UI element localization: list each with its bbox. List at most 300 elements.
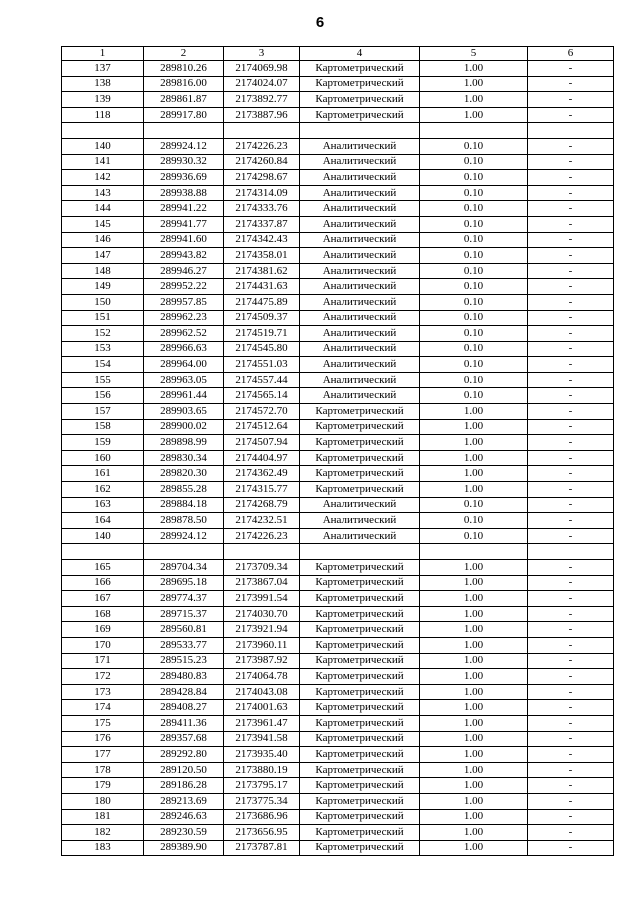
method-cell: Аналитический <box>300 497 420 513</box>
point-number-cell: 180 <box>62 793 144 809</box>
table-row <box>62 700 614 716</box>
method-cell: Аналитический <box>300 326 420 342</box>
method-cell: Картометрический <box>300 466 420 482</box>
method-cell: Картометрический <box>300 793 420 809</box>
method-cell: Картометрический <box>300 107 420 123</box>
accuracy-cell: 1.00 <box>420 762 528 778</box>
note-cell: - <box>528 482 614 498</box>
table-row <box>62 840 614 856</box>
point-number-cell: 143 <box>62 185 144 201</box>
y-coordinate-cell: 2173656.95 <box>224 825 300 841</box>
accuracy-cell: 0.10 <box>420 528 528 544</box>
x-coordinate-cell: 289816.00 <box>144 76 224 92</box>
note-cell: - <box>528 653 614 669</box>
note-cell: - <box>528 669 614 685</box>
x-coordinate-cell: 289246.63 <box>144 809 224 825</box>
note-cell: - <box>528 404 614 420</box>
x-coordinate-cell: 289830.34 <box>144 450 224 466</box>
point-number-cell: 171 <box>62 653 144 669</box>
accuracy-cell: 0.10 <box>420 310 528 326</box>
method-cell: Аналитический <box>300 294 420 310</box>
accuracy-cell: 1.00 <box>420 482 528 498</box>
method-cell: Картометрический <box>300 450 420 466</box>
accuracy-cell: 1.00 <box>420 622 528 638</box>
table-row <box>62 575 614 591</box>
table-row <box>62 606 614 622</box>
x-coordinate-cell <box>144 544 224 560</box>
x-coordinate-cell: 289941.77 <box>144 216 224 232</box>
y-coordinate-cell: 2174069.98 <box>224 61 300 77</box>
method-cell: Картометрический <box>300 435 420 451</box>
y-coordinate-cell: 2174337.87 <box>224 216 300 232</box>
method-cell: Аналитический <box>300 310 420 326</box>
method-cell: Картометрический <box>300 404 420 420</box>
accuracy-cell: 0.10 <box>420 232 528 248</box>
column-header: 2 <box>144 47 224 61</box>
table-row <box>62 482 614 498</box>
y-coordinate-cell: 2174030.70 <box>224 606 300 622</box>
x-coordinate-cell: 289715.37 <box>144 606 224 622</box>
table-row <box>62 715 614 731</box>
x-coordinate-cell: 289930.32 <box>144 154 224 170</box>
point-number-cell: 118 <box>62 107 144 123</box>
accuracy-cell: 0.10 <box>420 372 528 388</box>
table-row <box>62 497 614 513</box>
accuracy-cell: 1.00 <box>420 575 528 591</box>
y-coordinate-cell: 2174404.97 <box>224 450 300 466</box>
note-cell <box>528 544 614 560</box>
x-coordinate-cell: 289898.99 <box>144 435 224 451</box>
point-number-cell: 144 <box>62 201 144 217</box>
x-coordinate-cell: 289389.90 <box>144 840 224 856</box>
accuracy-cell: 1.00 <box>420 61 528 77</box>
point-number-cell: 170 <box>62 637 144 653</box>
y-coordinate-cell: 2174565.14 <box>224 388 300 404</box>
note-cell: - <box>528 185 614 201</box>
note-cell: - <box>528 326 614 342</box>
accuracy-cell: 0.10 <box>420 154 528 170</box>
note-cell: - <box>528 606 614 622</box>
method-cell: Картометрический <box>300 684 420 700</box>
accuracy-cell: 1.00 <box>420 793 528 809</box>
point-number-cell: 175 <box>62 715 144 731</box>
point-number-cell: 183 <box>62 840 144 856</box>
method-cell: Аналитический <box>300 372 420 388</box>
point-number-cell: 165 <box>62 560 144 576</box>
table-row <box>62 232 614 248</box>
method-cell: Аналитический <box>300 170 420 186</box>
table-row <box>62 372 614 388</box>
table-row <box>62 154 614 170</box>
accuracy-cell: 0.10 <box>420 263 528 279</box>
table-row <box>62 185 614 201</box>
y-coordinate-cell: 2173795.17 <box>224 778 300 794</box>
accuracy-cell: 1.00 <box>420 404 528 420</box>
method-cell <box>300 544 420 560</box>
method-cell: Картометрический <box>300 762 420 778</box>
y-coordinate-cell: 2174001.63 <box>224 700 300 716</box>
x-coordinate-cell: 289357.68 <box>144 731 224 747</box>
point-number-cell: 145 <box>62 216 144 232</box>
accuracy-cell: 0.10 <box>420 357 528 373</box>
note-cell: - <box>528 170 614 186</box>
accuracy-cell: 1.00 <box>420 669 528 685</box>
accuracy-cell: 1.00 <box>420 731 528 747</box>
y-coordinate-cell: 2174260.84 <box>224 154 300 170</box>
note-cell: - <box>528 232 614 248</box>
note-cell: - <box>528 279 614 295</box>
y-coordinate-cell: 2173867.04 <box>224 575 300 591</box>
table-row <box>62 201 614 217</box>
y-coordinate-cell: 2173941.58 <box>224 731 300 747</box>
accuracy-cell: 0.10 <box>420 216 528 232</box>
point-number-cell: 151 <box>62 310 144 326</box>
method-cell <box>300 123 420 139</box>
page-number: 6 <box>315 14 325 31</box>
accuracy-cell: 1.00 <box>420 606 528 622</box>
column-header: 4 <box>300 47 420 61</box>
point-number-cell: 137 <box>62 61 144 77</box>
x-coordinate-cell: 289903.65 <box>144 404 224 420</box>
method-cell: Аналитический <box>300 232 420 248</box>
x-coordinate-cell: 289966.63 <box>144 341 224 357</box>
table-header-row <box>62 47 614 61</box>
y-coordinate-cell: 2174342.43 <box>224 232 300 248</box>
y-coordinate-cell: 2174431.63 <box>224 279 300 295</box>
table-row <box>62 341 614 357</box>
x-coordinate-cell: 289411.36 <box>144 715 224 731</box>
note-cell: - <box>528 793 614 809</box>
accuracy-cell: 1.00 <box>420 778 528 794</box>
point-number-cell: 174 <box>62 700 144 716</box>
point-number-cell: 173 <box>62 684 144 700</box>
table-row <box>62 92 614 108</box>
accuracy-cell <box>420 123 528 139</box>
table-row <box>62 528 614 544</box>
table-row <box>62 107 614 123</box>
y-coordinate-cell: 2174507.94 <box>224 435 300 451</box>
note-cell: - <box>528 357 614 373</box>
note-cell: - <box>528 154 614 170</box>
note-cell: - <box>528 419 614 435</box>
note-cell: - <box>528 762 614 778</box>
table-row <box>62 216 614 232</box>
note-cell: - <box>528 372 614 388</box>
x-coordinate-cell: 289774.37 <box>144 591 224 607</box>
table-row <box>62 357 614 373</box>
y-coordinate-cell: 2174509.37 <box>224 310 300 326</box>
point-number-cell: 169 <box>62 622 144 638</box>
table-row <box>62 435 614 451</box>
table-row <box>62 809 614 825</box>
y-coordinate-cell: 2173880.19 <box>224 762 300 778</box>
accuracy-cell: 0.10 <box>420 294 528 310</box>
accuracy-cell: 1.00 <box>420 653 528 669</box>
table-row <box>62 544 614 560</box>
y-coordinate-cell: 2173787.81 <box>224 840 300 856</box>
point-number-cell: 156 <box>62 388 144 404</box>
method-cell: Картометрический <box>300 731 420 747</box>
x-coordinate-cell: 289861.87 <box>144 92 224 108</box>
point-number-cell: 149 <box>62 279 144 295</box>
y-coordinate-cell: 2173960.11 <box>224 637 300 653</box>
y-coordinate-cell: 2173921.94 <box>224 622 300 638</box>
table-row <box>62 170 614 186</box>
x-coordinate-cell: 289292.80 <box>144 747 224 763</box>
table-row <box>62 263 614 279</box>
accuracy-cell: 0.10 <box>420 341 528 357</box>
note-cell: - <box>528 575 614 591</box>
x-coordinate-cell: 289941.60 <box>144 232 224 248</box>
x-coordinate-cell: 289962.52 <box>144 326 224 342</box>
x-coordinate-cell: 289230.59 <box>144 825 224 841</box>
method-cell: Картометрический <box>300 622 420 638</box>
x-coordinate-cell: 289941.22 <box>144 201 224 217</box>
note-cell: - <box>528 435 614 451</box>
y-coordinate-cell: 2174024.07 <box>224 76 300 92</box>
method-cell: Картометрический <box>300 76 420 92</box>
y-coordinate-cell: 2174226.23 <box>224 528 300 544</box>
table-row <box>62 404 614 420</box>
y-coordinate-cell: 2173961.47 <box>224 715 300 731</box>
note-cell: - <box>528 731 614 747</box>
table-row <box>62 76 614 92</box>
point-number-cell: 142 <box>62 170 144 186</box>
x-coordinate-cell: 289560.81 <box>144 622 224 638</box>
point-number-cell: 167 <box>62 591 144 607</box>
accuracy-cell: 1.00 <box>420 560 528 576</box>
x-coordinate-cell: 289964.00 <box>144 357 224 373</box>
method-cell: Картометрический <box>300 92 420 108</box>
y-coordinate-cell: 2174315.77 <box>224 482 300 498</box>
accuracy-cell: 0.10 <box>420 185 528 201</box>
table-row <box>62 466 614 482</box>
column-header: 3 <box>224 47 300 61</box>
method-cell: Аналитический <box>300 263 420 279</box>
point-number-cell: 164 <box>62 513 144 529</box>
note-cell: - <box>528 310 614 326</box>
method-cell: Аналитический <box>300 138 420 154</box>
column-header: 6 <box>528 47 614 61</box>
note-cell: - <box>528 201 614 217</box>
accuracy-cell: 1.00 <box>420 466 528 482</box>
point-number-cell: 147 <box>62 248 144 264</box>
method-cell: Аналитический <box>300 357 420 373</box>
x-coordinate-cell: 289213.69 <box>144 793 224 809</box>
table-row <box>62 419 614 435</box>
point-number-cell: 168 <box>62 606 144 622</box>
x-coordinate-cell: 289695.18 <box>144 575 224 591</box>
x-coordinate-cell: 289186.28 <box>144 778 224 794</box>
method-cell: Аналитический <box>300 154 420 170</box>
note-cell: - <box>528 840 614 856</box>
point-number-cell: 179 <box>62 778 144 794</box>
x-coordinate-cell: 289962.23 <box>144 310 224 326</box>
y-coordinate-cell: 2173686.96 <box>224 809 300 825</box>
note-cell: - <box>528 388 614 404</box>
table-row <box>62 310 614 326</box>
y-coordinate-cell: 2174358.01 <box>224 248 300 264</box>
point-number-cell: 166 <box>62 575 144 591</box>
point-number-cell: 160 <box>62 450 144 466</box>
y-coordinate-cell: 2173987.92 <box>224 653 300 669</box>
x-coordinate-cell: 289884.18 <box>144 497 224 513</box>
method-cell: Картометрический <box>300 700 420 716</box>
y-coordinate-cell: 2174333.76 <box>224 201 300 217</box>
x-coordinate-cell: 289957.85 <box>144 294 224 310</box>
note-cell: - <box>528 622 614 638</box>
method-cell: Аналитический <box>300 279 420 295</box>
method-cell: Аналитический <box>300 528 420 544</box>
y-coordinate-cell: 2174572.70 <box>224 404 300 420</box>
column-header: 1 <box>62 47 144 61</box>
note-cell: - <box>528 248 614 264</box>
note-cell: - <box>528 107 614 123</box>
y-coordinate-cell: 2174043.08 <box>224 684 300 700</box>
accuracy-cell: 1.00 <box>420 435 528 451</box>
y-coordinate-cell: 2173892.77 <box>224 92 300 108</box>
y-coordinate-cell: 2174298.67 <box>224 170 300 186</box>
accuracy-cell: 1.00 <box>420 825 528 841</box>
point-number-cell <box>62 123 144 139</box>
y-coordinate-cell: 2174512.64 <box>224 419 300 435</box>
accuracy-cell: 1.00 <box>420 76 528 92</box>
method-cell: Картометрический <box>300 653 420 669</box>
point-number-cell: 139 <box>62 92 144 108</box>
x-coordinate-cell: 289924.12 <box>144 138 224 154</box>
note-cell: - <box>528 92 614 108</box>
point-number-cell: 177 <box>62 747 144 763</box>
table-row <box>62 61 614 77</box>
method-cell: Аналитический <box>300 185 420 201</box>
accuracy-cell: 1.00 <box>420 92 528 108</box>
table-row <box>62 825 614 841</box>
note-cell: - <box>528 76 614 92</box>
method-cell: Картометрический <box>300 809 420 825</box>
method-cell: Аналитический <box>300 388 420 404</box>
point-number-cell: 155 <box>62 372 144 388</box>
x-coordinate-cell: 289515.23 <box>144 653 224 669</box>
y-coordinate-cell: 2173935.40 <box>224 747 300 763</box>
x-coordinate-cell: 289820.30 <box>144 466 224 482</box>
x-coordinate-cell: 289917.80 <box>144 107 224 123</box>
x-coordinate-cell: 289810.26 <box>144 61 224 77</box>
x-coordinate-cell: 289428.84 <box>144 684 224 700</box>
point-number-cell: 161 <box>62 466 144 482</box>
method-cell: Картометрический <box>300 61 420 77</box>
table-row <box>62 637 614 653</box>
accuracy-cell: 1.00 <box>420 637 528 653</box>
note-cell: - <box>528 560 614 576</box>
method-cell: Картометрический <box>300 419 420 435</box>
y-coordinate-cell: 2173887.96 <box>224 107 300 123</box>
x-coordinate-cell: 289952.22 <box>144 279 224 295</box>
point-number-cell: 157 <box>62 404 144 420</box>
accuracy-cell: 0.10 <box>420 138 528 154</box>
accuracy-cell: 1.00 <box>420 450 528 466</box>
method-cell: Картометрический <box>300 778 420 794</box>
point-number-cell: 176 <box>62 731 144 747</box>
x-coordinate-cell: 289855.28 <box>144 482 224 498</box>
y-coordinate-cell: 2174557.44 <box>224 372 300 388</box>
accuracy-cell: 1.00 <box>420 684 528 700</box>
y-coordinate-cell: 2174381.62 <box>224 263 300 279</box>
method-cell: Картометрический <box>300 606 420 622</box>
x-coordinate-cell: 289533.77 <box>144 637 224 653</box>
y-coordinate-cell <box>224 123 300 139</box>
accuracy-cell: 1.00 <box>420 715 528 731</box>
x-coordinate-cell: 289938.88 <box>144 185 224 201</box>
x-coordinate-cell: 289480.83 <box>144 669 224 685</box>
y-coordinate-cell: 2174551.03 <box>224 357 300 373</box>
table-row <box>62 591 614 607</box>
table-row <box>62 513 614 529</box>
accuracy-cell: 1.00 <box>420 809 528 825</box>
table-row <box>62 326 614 342</box>
note-cell: - <box>528 747 614 763</box>
point-number-cell: 182 <box>62 825 144 841</box>
table-row <box>62 388 614 404</box>
method-cell: Картометрический <box>300 669 420 685</box>
table-row <box>62 248 614 264</box>
accuracy-cell: 0.10 <box>420 513 528 529</box>
point-number-cell: 138 <box>62 76 144 92</box>
note-cell: - <box>528 637 614 653</box>
y-coordinate-cell: 2174362.49 <box>224 466 300 482</box>
table-row <box>62 762 614 778</box>
point-number-cell: 159 <box>62 435 144 451</box>
method-cell: Аналитический <box>300 341 420 357</box>
note-cell: - <box>528 466 614 482</box>
note-cell: - <box>528 591 614 607</box>
y-coordinate-cell: 2173775.34 <box>224 793 300 809</box>
table-row <box>62 793 614 809</box>
x-coordinate-cell: 289924.12 <box>144 528 224 544</box>
note-cell: - <box>528 294 614 310</box>
x-coordinate-cell: 289878.50 <box>144 513 224 529</box>
x-coordinate-cell: 289943.82 <box>144 248 224 264</box>
accuracy-cell: 0.10 <box>420 326 528 342</box>
accuracy-cell: 0.10 <box>420 497 528 513</box>
point-number-cell: 158 <box>62 419 144 435</box>
y-coordinate-cell: 2174314.09 <box>224 185 300 201</box>
accuracy-cell <box>420 544 528 560</box>
point-number-cell: 141 <box>62 154 144 170</box>
point-number-cell: 163 <box>62 497 144 513</box>
method-cell: Аналитический <box>300 201 420 217</box>
table-row <box>62 123 614 139</box>
method-cell: Аналитический <box>300 248 420 264</box>
y-coordinate-cell: 2173991.54 <box>224 591 300 607</box>
method-cell: Картометрический <box>300 560 420 576</box>
point-number-cell: 148 <box>62 263 144 279</box>
note-cell: - <box>528 61 614 77</box>
point-number-cell: 162 <box>62 482 144 498</box>
y-coordinate-cell: 2174519.71 <box>224 326 300 342</box>
y-coordinate-cell: 2174545.80 <box>224 341 300 357</box>
accuracy-cell: 0.10 <box>420 201 528 217</box>
point-number-cell: 178 <box>62 762 144 778</box>
point-number-cell: 146 <box>62 232 144 248</box>
x-coordinate-cell: 289408.27 <box>144 700 224 716</box>
accuracy-cell: 1.00 <box>420 107 528 123</box>
note-cell: - <box>528 700 614 716</box>
note-cell: - <box>528 715 614 731</box>
point-number-cell: 140 <box>62 138 144 154</box>
method-cell: Картометрический <box>300 591 420 607</box>
x-coordinate-cell: 289120.50 <box>144 762 224 778</box>
accuracy-cell: 1.00 <box>420 700 528 716</box>
